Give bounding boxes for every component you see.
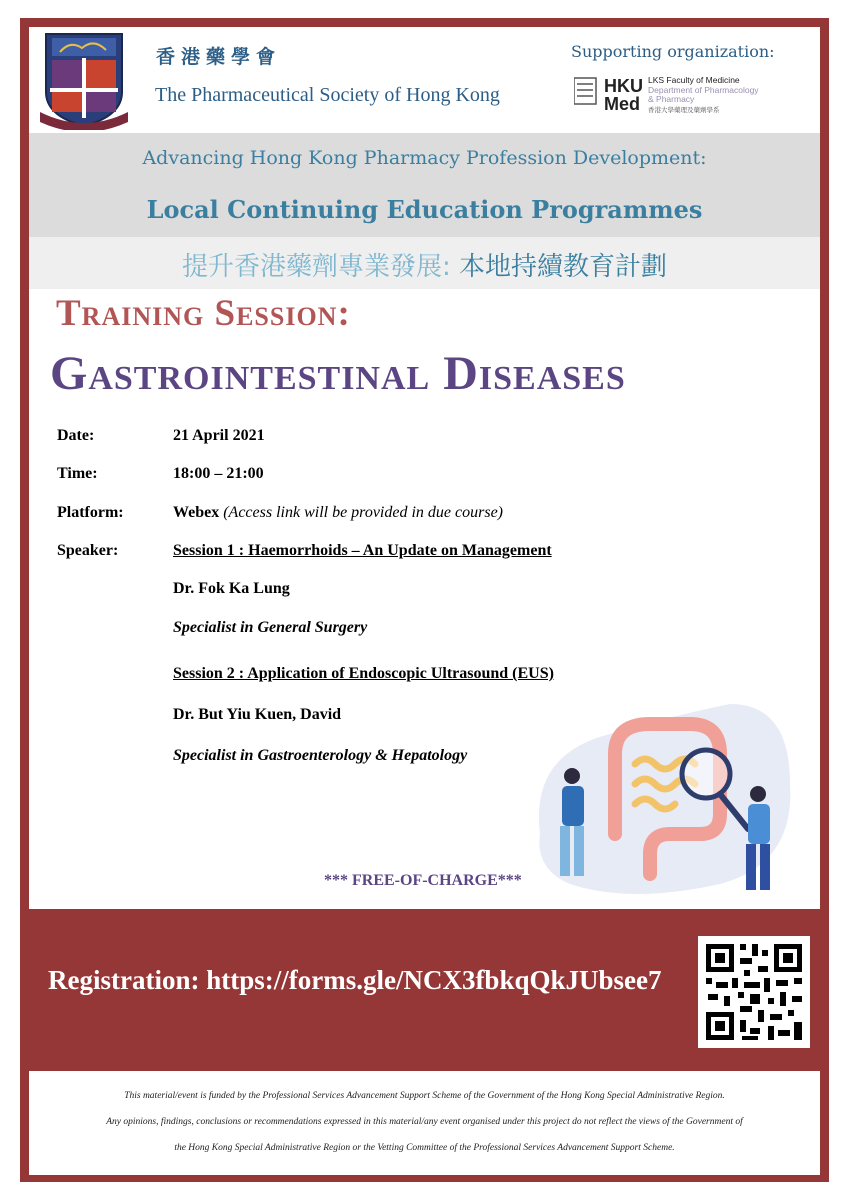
- hku-text: HKU: [604, 76, 643, 96]
- session-2-title: Session 2 : Application of Endoscopic Ultrasound (EUS): [173, 665, 554, 682]
- hku-med-logo: [574, 74, 774, 118]
- hku-line3: & Pharmacy: [648, 94, 695, 104]
- training-session-heading: Training Session:: [56, 293, 351, 334]
- society-name-english: The Pharmaceutical Society of Hong Kong: [155, 84, 500, 106]
- session-1-speaker: Dr. Fok Ka Lung: [173, 580, 290, 597]
- session-1-speaker-role: Specialist in General Surgery: [173, 619, 368, 636]
- gastrointestinal-illustration: [520, 694, 800, 900]
- programme-title-chinese-part1: 提升香港藥劑專業發展:: [181, 252, 459, 282]
- society-crest-logo: [38, 30, 130, 130]
- date-label: Date:: [57, 427, 95, 444]
- programme-title-chinese-part2: 本地持續教育計劃: [459, 252, 668, 282]
- session-1-title: Session 1 : Haemorrhoids – An Update on Management: [173, 542, 552, 559]
- supporting-organization-label: Supporting organization:: [571, 42, 775, 61]
- session-2-speaker: Dr. But Yiu Kuen, David: [173, 706, 342, 723]
- hku-line2: Department of Pharmacology: [648, 85, 759, 95]
- hku-line1: LKS Faculty of Medicine: [648, 75, 740, 85]
- programme-title: Local Continuing Education Programmes: [146, 195, 703, 224]
- platform-label: Platform:: [57, 504, 124, 521]
- time-label: Time:: [57, 465, 98, 482]
- society-name-chinese: 香港藥學會: [156, 46, 282, 68]
- disclaimer-line-3: the Hong Kong Special Administrative Region or the Vetting Committee of the Professional Services Advancement Support Scheme.: [174, 1143, 675, 1153]
- platform-value: [173, 504, 503, 522]
- disclaimer-line-1: This material/event is funded by the Professional Services Advancement Support Scheme of the Government of the Hong Kong Special Administrative Region.: [124, 1091, 725, 1101]
- registration-link[interactable]: Registration: https://forms.gle/NCX3fbkqQkJUbsee7: [48, 965, 662, 995]
- med-text: Med: [604, 94, 640, 114]
- programme-title-chinese: [29, 246, 820, 283]
- platform-note: (Access link will be provided in due course): [223, 504, 503, 521]
- hku-line4: 香港大學藥理及藥劑學系: [648, 106, 720, 114]
- programme-subtitle: Advancing Hong Kong Pharmacy Profession Development:: [142, 147, 707, 169]
- free-of-charge-text: *** FREE-OF-CHARGE***: [324, 872, 522, 889]
- date-value: 21 April 2021: [173, 427, 265, 444]
- speaker-label: Speaker:: [57, 542, 119, 559]
- disclaimer-line-2: Any opinions, findings, conclusions or recommendations expressed in this material/any event organised under this project do not reflect the views of the Government of: [106, 1117, 743, 1127]
- session-topic-title: Gastrointestinal Diseases: [50, 347, 626, 400]
- platform-name: Webex: [173, 504, 220, 521]
- time-value: 18:00 – 21:00: [173, 465, 264, 482]
- session-2-speaker-role: Specialist in Gastroenterology & Hepatology: [173, 747, 468, 764]
- registration-qr-code[interactable]: [698, 936, 810, 1048]
